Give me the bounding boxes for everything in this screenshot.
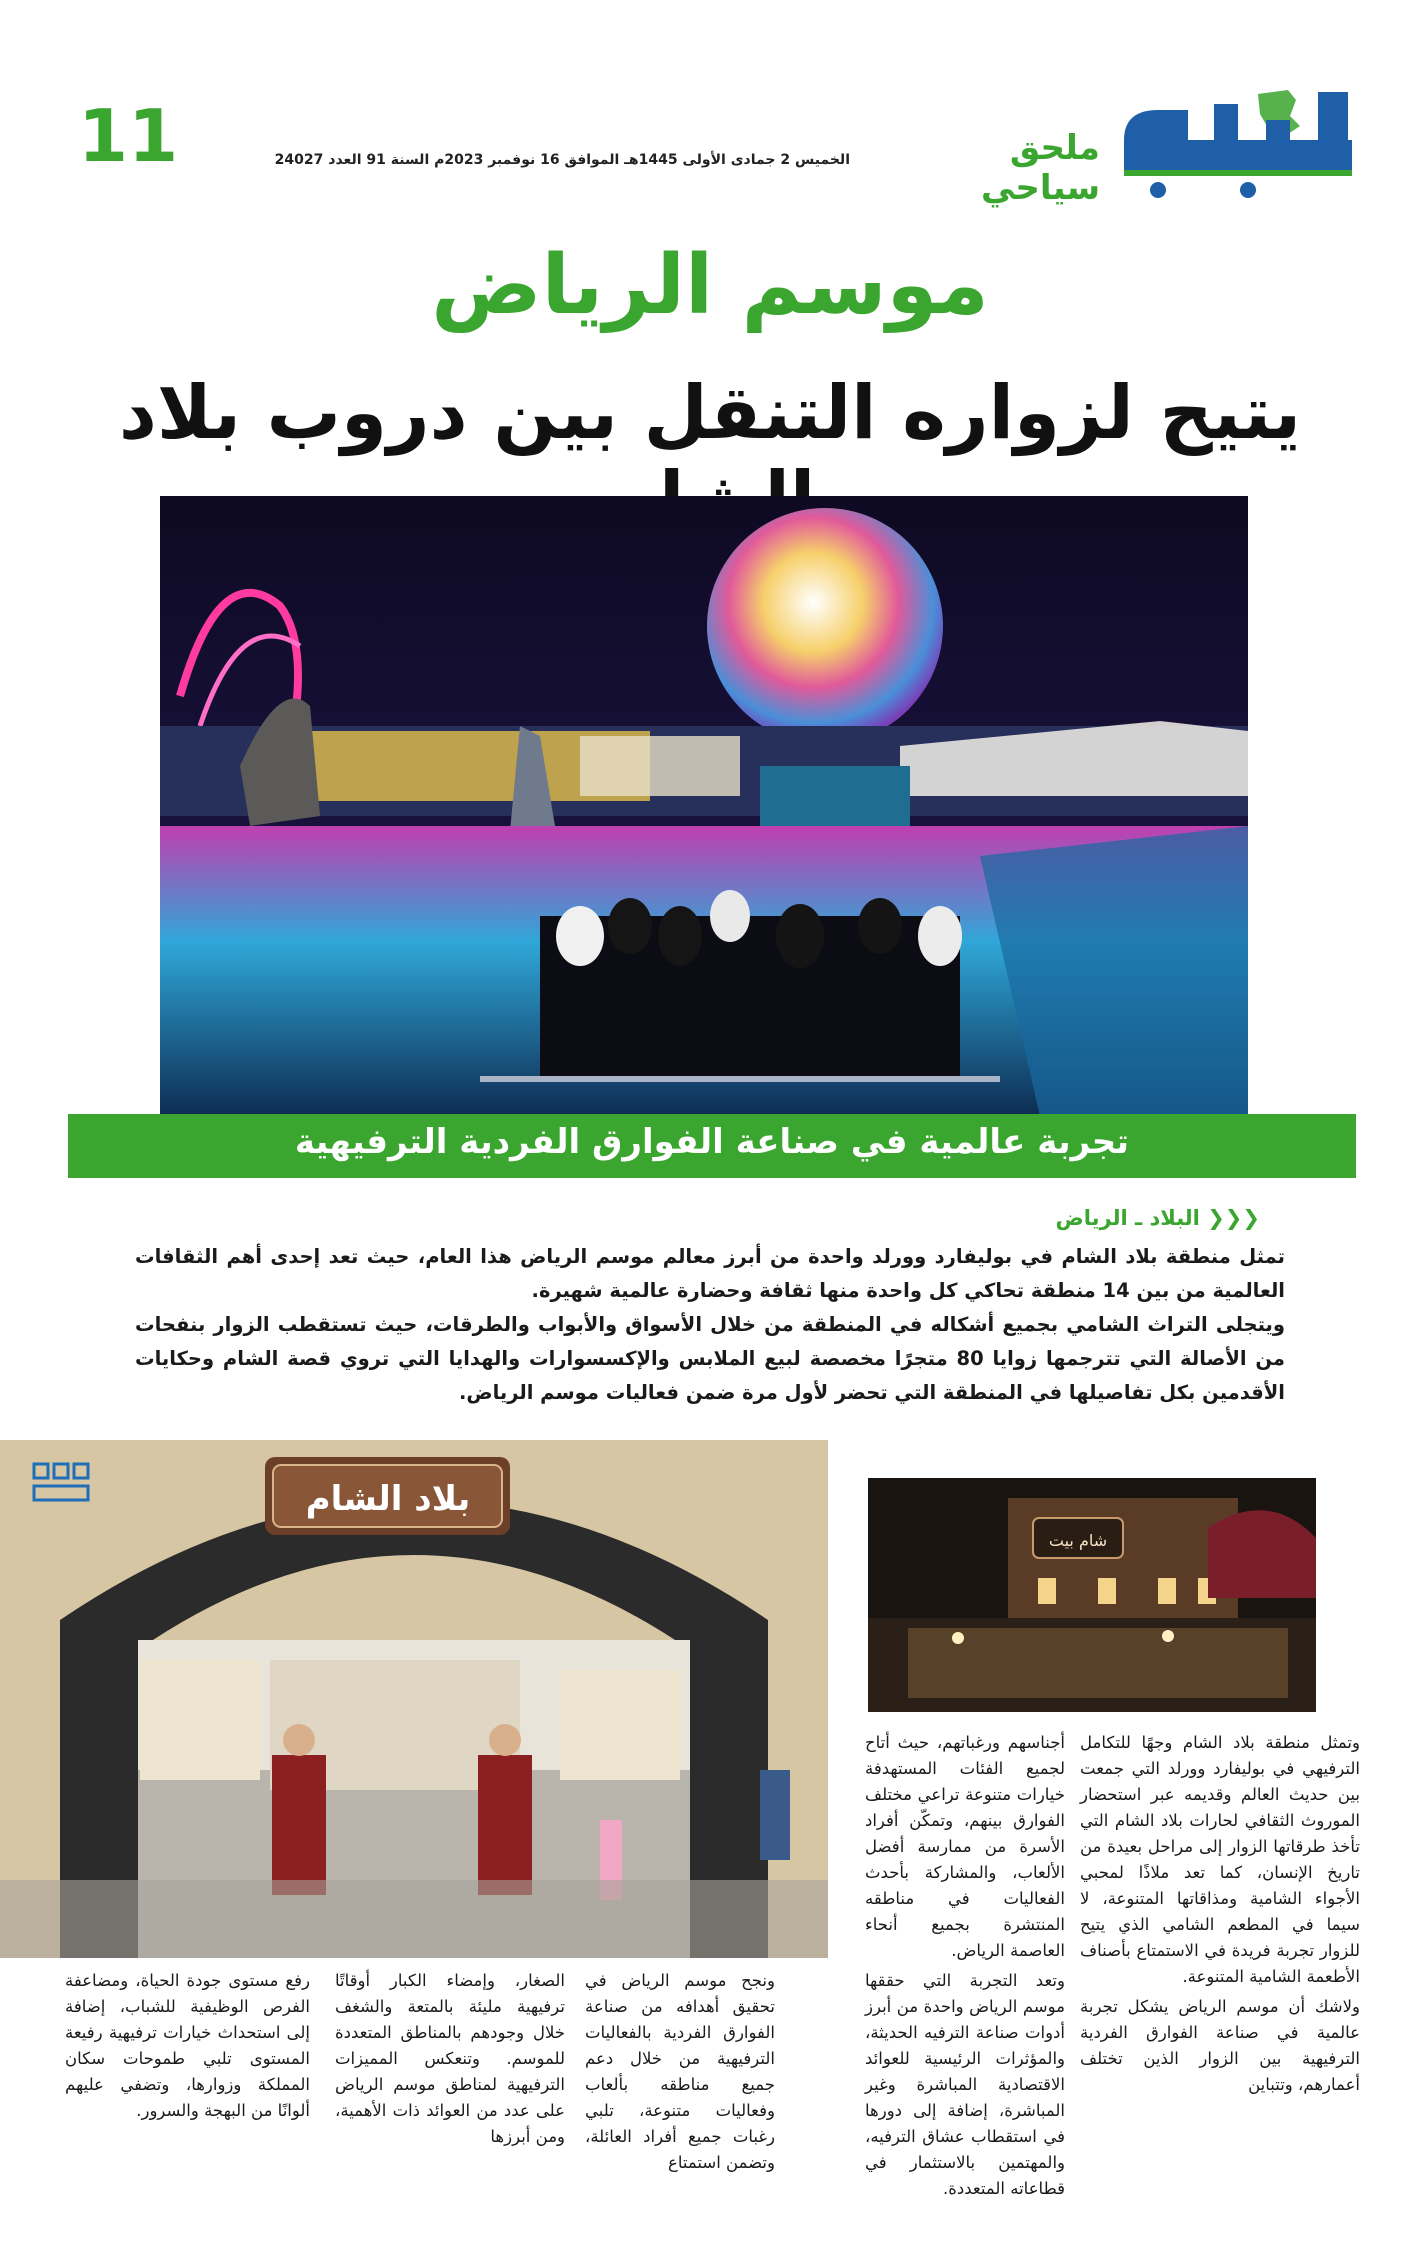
lead-paragraph: تمثل منطقة بلاد الشام في بوليفارد وورلد واحدة من أبرز معالم موسم الرياض هذا العام، حيث تعد إحدى أهم الثقافات العالمية من بين 14 منطقة تحاكي كل واحدة منها ثقافة وحضارة عالمية شهيرة. bbox=[135, 1245, 1285, 1302]
night-photo-sham-house bbox=[868, 1478, 1316, 1712]
main-photo-boulevard-world bbox=[160, 496, 1248, 1116]
night-sign-text: شام بيت bbox=[1048, 1531, 1108, 1550]
page-number: 11 bbox=[78, 94, 179, 178]
dateline: الخميس 2 جمادى الأولى 1445هـ الموافق 16 نوفمبر 2023م السنة 91 العدد 24027 bbox=[274, 152, 850, 168]
column-4 bbox=[335, 1968, 565, 2154]
byline bbox=[900, 1206, 1260, 1230]
column-paragraph: الصغار، وإمضاء الكبار أوقاتًا ترفيهية مليئة بالمتعة والشغف خلال وجودهم بالمناطق المتعددة للموسم. وتنعكس المميزات الترفيهية لمناطق موسم الرياض على عدد من العوائد ذات الأهمية، ومن أبرزها bbox=[335, 1971, 565, 2146]
column-paragraph: ولاشك أن موسم الرياض يشكل تجربة عالمية في صناعة الفوارق الفردية الترفيهية بين الزوار الذين تختلف أعمارهم، وتتباين bbox=[1080, 1997, 1360, 2094]
column-paragraph: أجناسهم ورغباتهم، حيث أتاح لجميع الفئات المستهدفة خيارات متنوعة تراعي مختلف الفوارق بينهم، وتمكّن أفراد الأسرة من ممارسة أفضل الألعاب، والمشاركة بأحدث الفعاليات في مناطقه المنتشرة بجميع أنحاء العاصمة الرياض. bbox=[865, 1733, 1065, 1960]
column-paragraph: رفع مستوى جودة الحياة، ومضاعفة الفرص الوظيفية للشباب، إضافة إلى استحداث خيارات ترفيهية رفيعة المستوى تلبي طموحات سكان المملكة وزوارها، وتضفي عليهم ألوانًا من البهجة والسرور. bbox=[65, 1971, 310, 2120]
supplement-label: ملحق سياحي bbox=[981, 128, 1100, 208]
article-kicker: موسم الرياض bbox=[431, 238, 989, 333]
byline-text: البلاد ـ الرياض bbox=[1055, 1206, 1200, 1230]
agency-watermark bbox=[30, 1460, 100, 1508]
column-paragraph: وتعد التجربة التي حققها موسم الرياض واحدة من أبرز أدوات صناعة الترفيه الحديثة، والمؤثرات الرئيسية للعوائد الاقتصادية المباشرة وغير المباشرة، إضافة إلى دورها في استقطاب عشاق الترفيه، والمهتمين بالاستثمار في قطاعاته المتعددة. bbox=[865, 1971, 1065, 2198]
lead-paragraph: ويتجلى التراث الشامي بجميع أشكاله في المنطقة من خلال الأسواق والأبواب والطرقات، حيث تستقطب الزوار بنفحات من الأصالة التي تترجمها زوايا 80 متجرًا مخصصة لبيع الملابس والإكسسوارات والهدايا التي تروي قصة الشام وحكايات الأقدمين بكل تفاصيلها في المنطقة التي تحضر لأول مرة ضمن فعاليات موسم الرياض. bbox=[135, 1313, 1286, 1404]
lead-paragraphs bbox=[135, 1240, 1285, 1410]
gate-photo-bilad-alsham bbox=[0, 1440, 828, 1958]
column-2 bbox=[865, 1730, 1065, 2206]
column-5 bbox=[65, 1968, 310, 2128]
gate-sign-text: بلاد الشام bbox=[305, 1479, 471, 1519]
column-1 bbox=[1080, 1730, 1360, 2102]
section-banner-text: تجربة عالمية في صناعة الفوارق الفردية الترفيهية bbox=[294, 1122, 1130, 1162]
column-paragraph: ونجح موسم الرياض في تحقيق أهدافه من صناعة الفوارق الفردية بالفعاليات الترفيهية من خلال دعم جميع مناطقه بألعاب وفعاليات متنوعة، تلبي رغبات جميع أفراد العائلة، وتضمن استمتاع bbox=[585, 1971, 775, 2172]
chevrons-icon: ❮❮❮ bbox=[1199, 1206, 1260, 1230]
column-paragraph: وتمثل منطقة بلاد الشام وجهًا للتكامل الترفيهي في بوليفارد وورلد التي جمعت بين حديث العالم وقديمه عبر استحضار الموروث الثقافي لحارات بلاد الشام التي تأخذ طرقاتها الزوار إلى مراحل بعيدة من تاريخ الإنسان، كما تعد ملاذًا لمحبي الأجواء الشامية ومذاقاتها المتنوعة، لا سيما في المطعم الشامي الذي يتيح للزوار تجربة فريدة في الاستمتاع بأصناف الأطعمة الشامية المتنوعة. bbox=[1080, 1733, 1360, 1986]
article-headline: يتيح لزواره التنقل بين دروب بلاد bbox=[118, 370, 1302, 456]
column-3 bbox=[585, 1968, 775, 2180]
newspaper-logo bbox=[1118, 86, 1358, 204]
